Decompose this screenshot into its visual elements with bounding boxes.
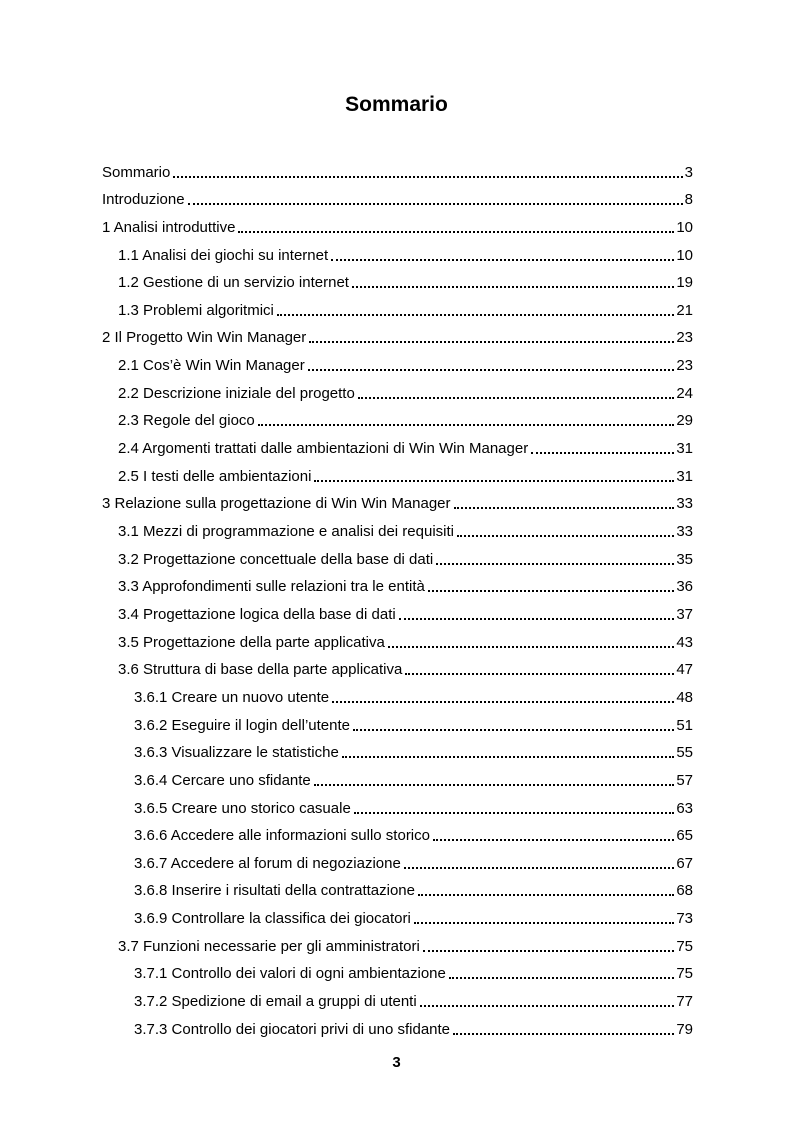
toc-dot-leader xyxy=(354,812,675,814)
toc-dot-leader xyxy=(414,922,675,924)
toc-entry-label: 3.6 Struttura di base della parte applicativa xyxy=(118,661,403,679)
toc-entry[interactable] xyxy=(118,375,693,403)
toc-entry-page: 33 xyxy=(676,495,693,513)
toc-dot-leader xyxy=(342,756,674,758)
toc-dot-leader xyxy=(453,1033,674,1035)
toc-entry-page: 68 xyxy=(676,882,693,900)
toc-dot-leader xyxy=(454,507,675,509)
toc-dot-leader xyxy=(449,977,674,979)
toc-entry-page: 23 xyxy=(676,357,693,375)
toc-entry[interactable] xyxy=(134,790,693,818)
toc-dot-leader xyxy=(331,259,674,261)
toc-entry[interactable] xyxy=(118,596,693,624)
toc-entry[interactable] xyxy=(118,431,693,459)
toc-entry[interactable] xyxy=(134,818,693,846)
toc-entry[interactable] xyxy=(134,984,693,1012)
toc-entry-page: 65 xyxy=(676,827,693,845)
toc-entry-page: 24 xyxy=(676,384,693,402)
toc-entry-label: 2 Il Progetto Win Win Manager xyxy=(102,329,307,347)
toc-dot-leader xyxy=(436,563,674,565)
toc-entry-label: 3.6.6 Accedere alle informazioni sullo storico xyxy=(134,827,430,845)
toc-entry-page: 48 xyxy=(676,688,693,706)
toc-entry-page: 75 xyxy=(676,965,693,983)
toc-entry[interactable] xyxy=(118,624,693,652)
toc-entry-label: 3.7.1 Controllo dei valori di ogni ambientazione xyxy=(134,965,446,983)
toc-dot-leader xyxy=(388,646,674,648)
toc-entry[interactable] xyxy=(118,652,693,680)
toc-entry-page: 10 xyxy=(676,218,693,236)
toc-entry-label: 3.6.3 Visualizzare le statistiche xyxy=(134,744,339,762)
toc-entry-label: 2.4 Argomenti trattati dalle ambientazioni di Win Win Manager xyxy=(118,440,529,458)
toc-dot-leader xyxy=(238,231,674,233)
toc-entry-page: 57 xyxy=(676,771,693,789)
page-number: 3 xyxy=(392,1054,401,1071)
toc-entry[interactable] xyxy=(118,292,693,320)
toc-entry[interactable] xyxy=(118,541,693,569)
toc-entry-page: 31 xyxy=(676,440,693,458)
toc-entry-label: 1.1 Analisi dei giochi su internet xyxy=(118,246,329,264)
toc-entry-label: 1.3 Problemi algoritmici xyxy=(118,301,274,319)
toc-entry[interactable] xyxy=(118,403,693,431)
toc-entry[interactable] xyxy=(118,265,693,293)
toc-entry-page: 75 xyxy=(676,937,693,955)
toc-entry-page: 47 xyxy=(676,661,693,679)
toc-entry[interactable] xyxy=(134,1011,693,1039)
toc-dot-leader xyxy=(433,839,674,841)
toc-entry[interactable] xyxy=(118,458,693,486)
toc-entry-page: 8 xyxy=(684,191,693,209)
toc-entry-label: 3 Relazione sulla progettazione di Win Win Manager xyxy=(102,495,451,513)
toc-entry[interactable] xyxy=(118,237,693,265)
toc-entry-label: 3.6.1 Creare un nuovo utente xyxy=(134,688,330,706)
toc-dot-leader xyxy=(352,286,674,288)
toc-entry[interactable] xyxy=(118,513,693,541)
toc-dot-leader xyxy=(399,618,675,620)
toc-dot-leader xyxy=(332,701,674,703)
toc-entry-label: 2.2 Descrizione iniziale del progetto xyxy=(118,384,355,402)
toc-entry-page: 55 xyxy=(676,744,693,762)
toc-entry-label: 1.2 Gestione di un servizio internet xyxy=(118,274,349,292)
toc-entry-label: 3.5 Progettazione della parte applicativa xyxy=(118,633,385,651)
toc-entry[interactable] xyxy=(134,679,693,707)
toc-entry-page: 77 xyxy=(676,993,693,1011)
toc-entry-page: 43 xyxy=(676,633,693,651)
toc-entry-page: 21 xyxy=(676,301,693,319)
toc-dot-leader xyxy=(314,784,675,786)
toc-entry-label: 3.2 Progettazione concettuale della base di dati xyxy=(118,550,434,568)
toc-entry-label: 3.4 Progettazione logica della base di dati xyxy=(118,605,396,623)
toc-dot-leader xyxy=(457,535,674,537)
toc-entry[interactable] xyxy=(134,956,693,984)
toc-entry-label: 3.1 Mezzi di programmazione e analisi dei requisiti xyxy=(118,523,454,541)
toc-entry-page: 63 xyxy=(676,799,693,817)
toc-dot-leader xyxy=(531,452,674,454)
toc-entry[interactable] xyxy=(118,348,693,376)
toc-entry[interactable] xyxy=(118,928,693,956)
toc-entry[interactable] xyxy=(134,762,693,790)
toc-dot-leader xyxy=(173,176,682,178)
toc-entry-label: 2.1 Cos’è Win Win Manager xyxy=(118,357,305,375)
toc-dot-leader xyxy=(188,203,683,205)
toc-dot-leader xyxy=(314,480,674,482)
toc-entry-page: 37 xyxy=(676,605,693,623)
toc-entry-page: 36 xyxy=(676,578,693,596)
toc-entry-label: 2.3 Regole del gioco xyxy=(118,412,255,430)
toc-entry-label: 3.7 Funzioni necessarie per gli amministratori xyxy=(118,937,420,955)
toc-entry-page: 67 xyxy=(676,854,693,872)
toc-dot-leader xyxy=(277,314,674,316)
toc-entry-page: 31 xyxy=(676,467,693,485)
page-title: Sommario xyxy=(345,93,448,116)
toc-dot-leader xyxy=(358,397,675,399)
toc-entry[interactable] xyxy=(102,320,693,348)
toc-entry-page: 23 xyxy=(676,329,693,347)
toc-entry-page: 33 xyxy=(676,523,693,541)
toc-entry-label: 3.6.4 Cercare uno sfidante xyxy=(134,771,311,789)
toc-dot-leader xyxy=(423,950,675,952)
toc-entry-label: 3.7.3 Controllo dei giocatori privi di uno sfidante xyxy=(134,1020,451,1038)
toc-entry-label: 3.6.9 Controllare la classifica dei giocatori xyxy=(134,910,411,928)
toc-entry-page: 19 xyxy=(676,274,693,292)
toc-entry-label: Sommario xyxy=(102,163,171,181)
toc-dot-leader xyxy=(428,590,674,592)
toc-dot-leader xyxy=(353,729,674,731)
toc-entry[interactable] xyxy=(134,735,693,763)
toc-entry-page: 73 xyxy=(676,910,693,928)
toc-entry-label: 3.3 Approfondimenti sulle relazioni tra le entità xyxy=(118,578,425,596)
toc-entry[interactable] xyxy=(134,901,693,929)
toc-entry[interactable] xyxy=(134,845,693,873)
toc-entry-label: 3.6.2 Eseguire il login dell’utente xyxy=(134,716,350,734)
toc-entry-page: 10 xyxy=(676,246,693,264)
toc-entry[interactable] xyxy=(102,182,693,210)
toc-entry[interactable] xyxy=(102,486,693,514)
toc-entry-page: 79 xyxy=(676,1020,693,1038)
toc-entry[interactable] xyxy=(134,873,693,901)
toc-entry-label: Introduzione xyxy=(102,191,185,209)
toc-entry[interactable] xyxy=(102,154,693,182)
toc-entry-label: 3.6.5 Creare uno storico casuale xyxy=(134,799,351,817)
toc-entry-page: 51 xyxy=(676,716,693,734)
toc-dot-leader xyxy=(418,894,674,896)
toc-dot-leader xyxy=(309,341,674,343)
toc-dot-leader xyxy=(405,673,674,675)
toc-entry[interactable] xyxy=(102,209,693,237)
toc-dot-leader xyxy=(420,1005,675,1007)
toc-entry-page: 29 xyxy=(676,412,693,430)
toc-dot-leader xyxy=(404,867,674,869)
toc-entry-label: 1 Analisi introduttive xyxy=(102,218,236,236)
toc-entry-page: 3 xyxy=(684,163,693,181)
toc-entry-label: 2.5 I testi delle ambientazioni xyxy=(118,467,312,485)
toc-entry-label: 3.6.8 Inserire i risultati della contrattazione xyxy=(134,882,415,900)
toc-entry-label: 3.7.2 Spedizione di email a gruppi di utenti xyxy=(134,993,417,1011)
toc-dot-leader xyxy=(258,424,675,426)
toc-entry-label: 3.6.7 Accedere al forum di negoziazione xyxy=(134,854,401,872)
toc-entry[interactable] xyxy=(134,707,693,735)
toc-dot-leader xyxy=(308,369,675,371)
toc-entry-page: 35 xyxy=(676,550,693,568)
toc-entry[interactable] xyxy=(118,569,693,597)
